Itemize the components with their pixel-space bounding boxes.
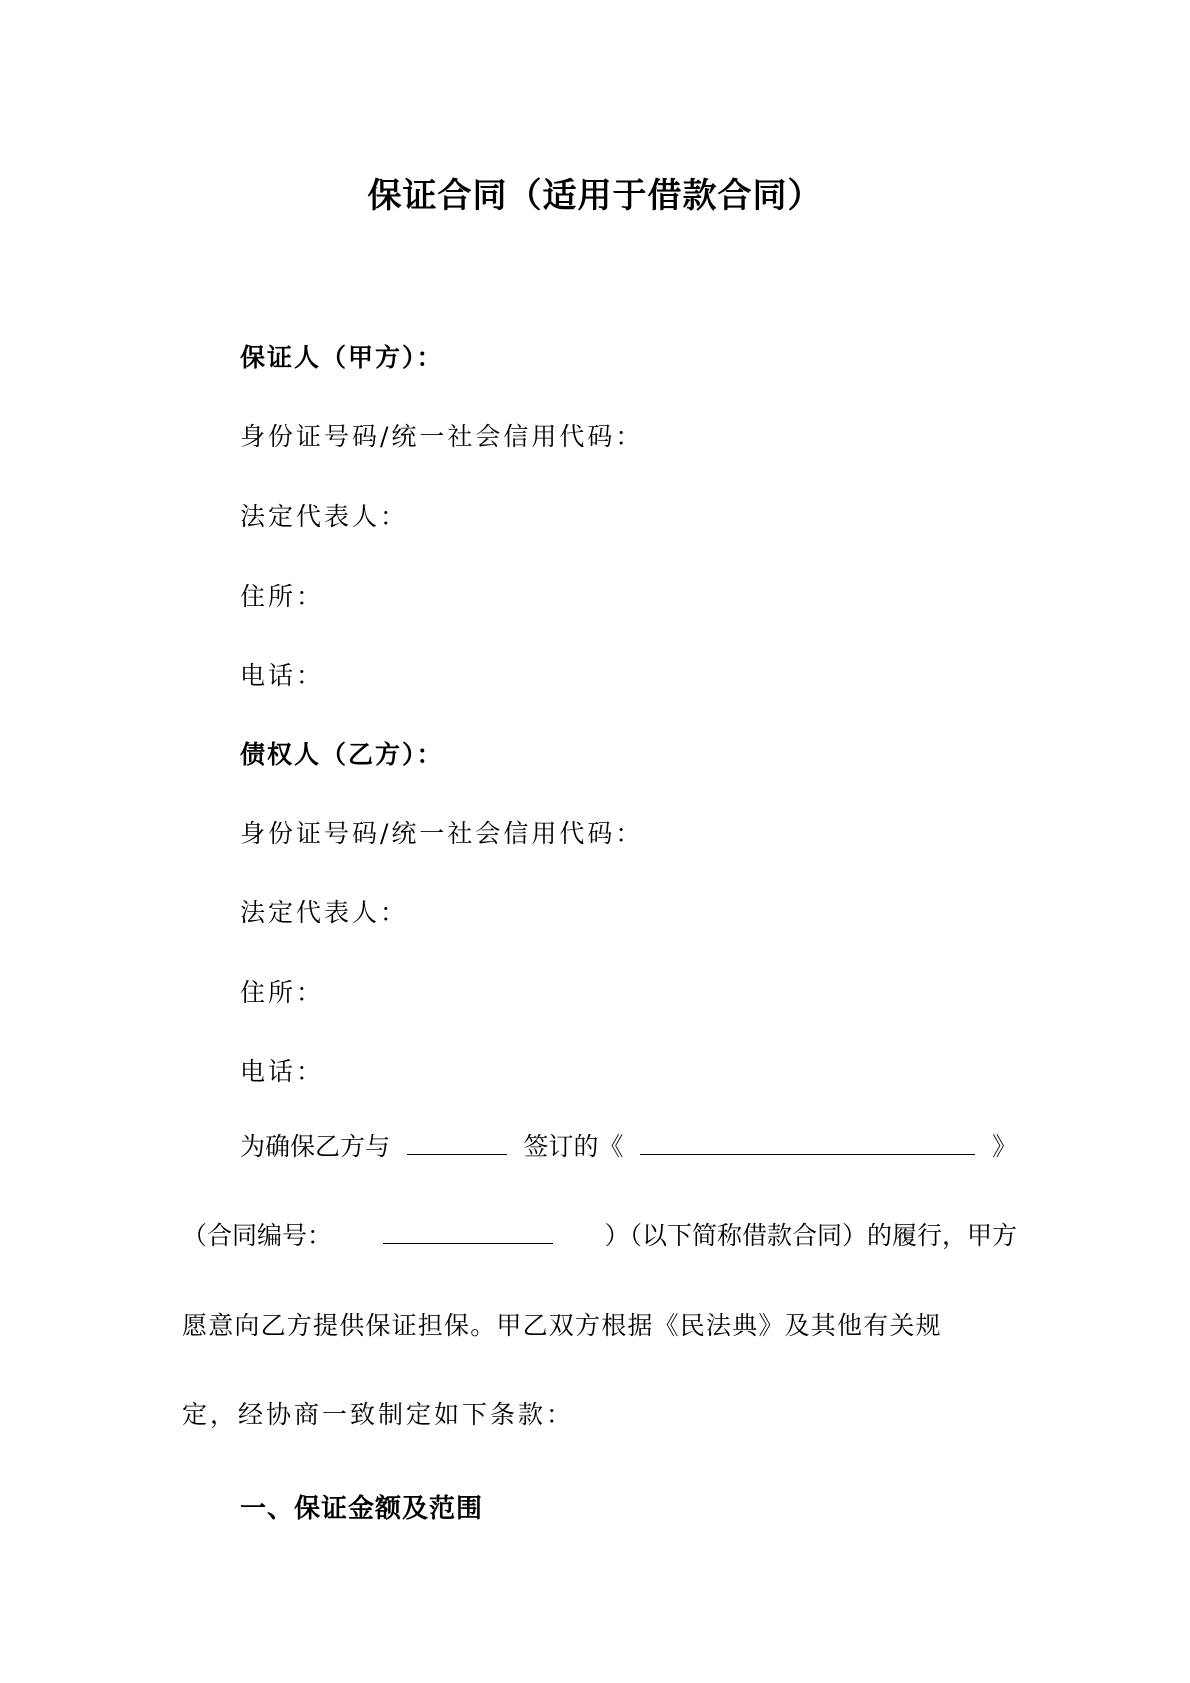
preamble-text: 为确保乙方与 — [240, 1132, 391, 1161]
creditor-id-label: 身份证号码/统一社会信用代码： — [240, 819, 644, 848]
creditor-rep-label: 法定代表人： — [240, 898, 409, 927]
preamble-text: 》 — [991, 1132, 1017, 1161]
preamble-text: ）（以下简称借款合同）的履行，甲方 — [604, 1221, 1017, 1250]
guarantor-heading: 保证人（甲方）： — [240, 343, 444, 372]
preamble-text: （合同编号： — [182, 1221, 333, 1250]
preamble-line-1 — [240, 1127, 1017, 1163]
guarantor-rep-label: 法定代表人： — [240, 502, 409, 531]
creditor-phone-label: 电话： — [240, 1057, 325, 1086]
preamble-line-3 — [182, 1306, 1017, 1342]
document-title: 保证合同（适用于借款合同） — [367, 176, 823, 216]
preamble-line-2 — [182, 1216, 1017, 1252]
guarantor-phone-label: 电话： — [240, 661, 325, 690]
creditor-address-label: 住所： — [240, 978, 325, 1007]
creditor-heading: 债权人（乙方）： — [240, 740, 444, 769]
guarantor-id-label: 身份证号码/统一社会信用代码： — [240, 422, 644, 451]
preamble-line-4 — [182, 1395, 1017, 1431]
section-1-heading: 一、保证金额及范围 — [240, 1494, 484, 1524]
party-name-blank — [407, 1136, 507, 1155]
preamble-text: 签订的《 — [523, 1132, 624, 1161]
preamble-text: 愿意向乙方提供保证担保。甲乙双方根据《民法典》及其他有关规 — [182, 1311, 942, 1340]
contract-number-blank — [383, 1225, 553, 1244]
guarantor-address-label: 住所： — [240, 582, 325, 611]
preamble-text: 定，经协商一致制定如下条款： — [182, 1400, 575, 1429]
contract-name-blank — [640, 1136, 975, 1155]
